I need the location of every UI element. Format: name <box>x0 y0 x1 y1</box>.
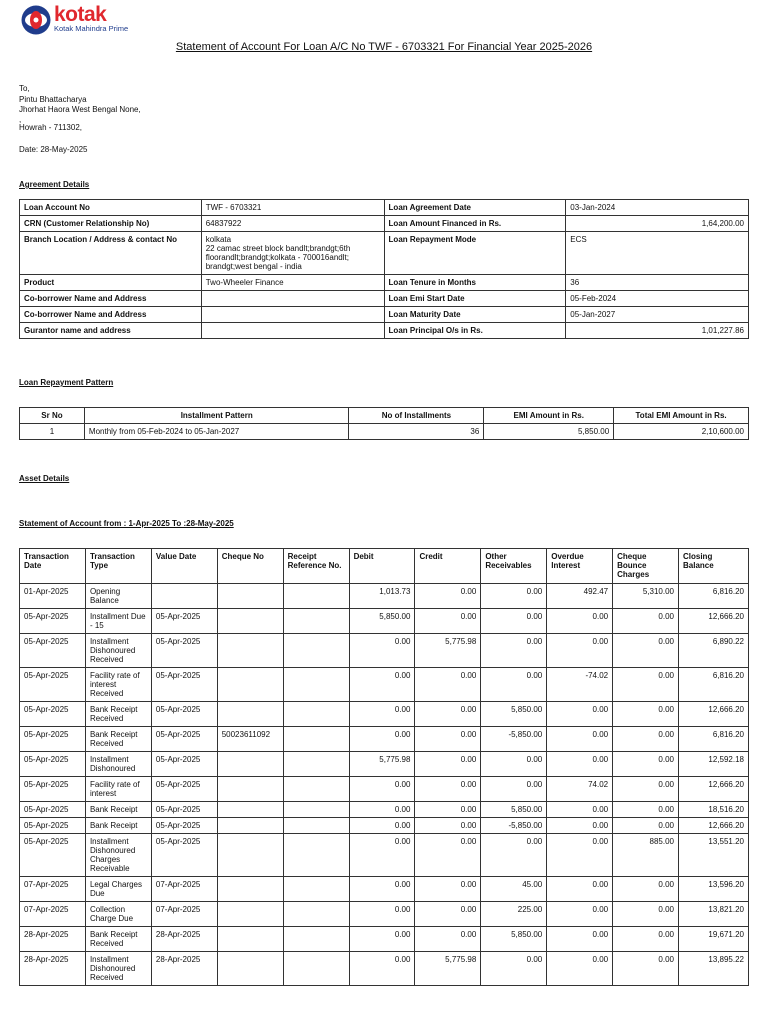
brand-name: kotak <box>54 3 107 26</box>
statement-cell: 05-Apr-2025 <box>151 727 217 752</box>
section-agreement-details: Agreement Details <box>19 180 90 189</box>
statement-cell <box>283 584 349 609</box>
statement-row <box>20 902 749 927</box>
statement-cell <box>283 609 349 634</box>
statement-cell: 0.00 <box>349 877 415 902</box>
repayment-cell: 1 <box>20 424 85 440</box>
statement-cell <box>217 952 283 986</box>
agreement-label: Loan Emi Start Date <box>384 291 566 307</box>
statement-cell: 6,816.20 <box>679 584 749 609</box>
statement-cell: 225.00 <box>481 902 547 927</box>
statement-cell: 0.00 <box>481 584 547 609</box>
statement-header: Credit <box>415 549 481 584</box>
statement-cell: 05-Apr-2025 <box>151 702 217 727</box>
statement-cell: 28-Apr-2025 <box>20 952 86 986</box>
statement-cell: 0.00 <box>613 634 679 668</box>
statement-cell: 0.00 <box>613 727 679 752</box>
statement-cell <box>217 752 283 777</box>
statement-cell: 12,666.20 <box>679 818 749 834</box>
statement-cell: 0.00 <box>547 609 613 634</box>
statement-cell: 12,666.20 <box>679 702 749 727</box>
statement-cell: 0.00 <box>415 752 481 777</box>
agreement-value: 05-Feb-2024 <box>566 291 749 307</box>
statement-cell: Bank Receipt <box>85 818 151 834</box>
statement-cell: 0.00 <box>613 668 679 702</box>
statement-cell <box>283 702 349 727</box>
agreement-row <box>20 232 749 275</box>
statement-table <box>19 548 749 986</box>
statement-cell: 0.00 <box>415 777 481 802</box>
statement-cell: 05-Apr-2025 <box>151 752 217 777</box>
statement-cell: Opening Balance <box>85 584 151 609</box>
agreement-row <box>20 216 749 232</box>
kotak-logo-icon <box>21 5 51 35</box>
statement-cell <box>217 777 283 802</box>
statement-cell: 0.00 <box>349 927 415 952</box>
statement-cell: 05-Apr-2025 <box>20 609 86 634</box>
repayment-cell: Monthly from 05-Feb-2024 to 05-Jan-2027 <box>84 424 349 440</box>
statement-cell: 492.47 <box>547 584 613 609</box>
agreement-value <box>201 291 384 307</box>
statement-cell: 0.00 <box>613 927 679 952</box>
statement-cell: 1,013.73 <box>349 584 415 609</box>
statement-cell: 0.00 <box>481 634 547 668</box>
statement-cell: 0.00 <box>613 818 679 834</box>
agreement-value: kolkata 22 camac street block bandlt;brandgt;6th floorandlt;brandgt;kolkata - 700016andlt; brandgt;west bengal - india <box>201 232 384 275</box>
statement-cell: 0.00 <box>481 834 547 877</box>
statement-cell: 0.00 <box>415 902 481 927</box>
statement-cell: 0.00 <box>547 752 613 777</box>
statement-cell: 0.00 <box>349 668 415 702</box>
statement-cell: 0.00 <box>415 802 481 818</box>
repayment-row <box>20 424 749 440</box>
statement-header: Closing Balance <box>679 549 749 584</box>
statement-cell: 0.00 <box>547 834 613 877</box>
loan-repayment-table <box>19 407 749 440</box>
kotak-logo <box>21 5 128 35</box>
agreement-label: Loan Account No <box>20 200 202 216</box>
statement-cell <box>217 902 283 927</box>
statement-cell: Installment Dishonoured Received <box>85 952 151 986</box>
repayment-header: Sr No <box>20 408 85 424</box>
statement-cell: 6,816.20 <box>679 727 749 752</box>
statement-cell <box>283 952 349 986</box>
statement-cell: 885.00 <box>613 834 679 877</box>
statement-cell: 0.00 <box>415 609 481 634</box>
statement-cell: 05-Apr-2025 <box>20 727 86 752</box>
statement-row <box>20 584 749 609</box>
agreement-row <box>20 291 749 307</box>
statement-cell: 45.00 <box>481 877 547 902</box>
statement-cell: 05-Apr-2025 <box>20 834 86 877</box>
statement-cell: 05-Apr-2025 <box>20 752 86 777</box>
statement-cell: 0.00 <box>415 702 481 727</box>
statement-cell <box>217 668 283 702</box>
statement-cell: 13,821.20 <box>679 902 749 927</box>
agreement-label: Loan Amount Financed in Rs. <box>384 216 566 232</box>
statement-cell: 18,516.20 <box>679 802 749 818</box>
statement-cell: -5,850.00 <box>481 818 547 834</box>
agreement-label: CRN (Customer Relationship No) <box>20 216 202 232</box>
statement-cell: 28-Apr-2025 <box>151 952 217 986</box>
agreement-value: Two-Wheeler Finance <box>201 275 384 291</box>
statement-cell <box>283 752 349 777</box>
statement-cell: 05-Apr-2025 <box>20 818 86 834</box>
statement-row <box>20 702 749 727</box>
statement-cell <box>283 927 349 952</box>
statement-row <box>20 668 749 702</box>
agreement-label: Loan Repayment Mode <box>384 232 566 275</box>
address-line-1: Jhorhat Haora West Bengal None, <box>19 105 141 114</box>
agreement-label: Loan Maturity Date <box>384 307 566 323</box>
statement-cell: 0.00 <box>415 668 481 702</box>
statement-cell: 13,596.20 <box>679 877 749 902</box>
statement-cell: Installment Dishonoured Charges Receivable <box>85 834 151 877</box>
statement-cell: 07-Apr-2025 <box>20 877 86 902</box>
statement-cell: 0.00 <box>415 584 481 609</box>
statement-cell <box>283 802 349 818</box>
statement-row <box>20 752 749 777</box>
statement-row <box>20 727 749 752</box>
statement-cell: 0.00 <box>547 927 613 952</box>
agreement-value <box>201 323 384 339</box>
statement-cell: 0.00 <box>415 877 481 902</box>
statement-row <box>20 834 749 877</box>
section-loan-repayment-pattern: Loan Repayment Pattern <box>19 378 114 387</box>
statement-cell: -5,850.00 <box>481 727 547 752</box>
statement-cell <box>283 727 349 752</box>
statement-cell: 05-Apr-2025 <box>151 609 217 634</box>
statement-cell: Collection Charge Due <box>85 902 151 927</box>
statement-cell: 5,850.00 <box>481 702 547 727</box>
statement-row <box>20 877 749 902</box>
statement-cell: Bank Receipt Received <box>85 727 151 752</box>
statement-cell: 0.00 <box>547 727 613 752</box>
statement-cell: 0.00 <box>349 834 415 877</box>
statement-date: Date: 28-May-2025 <box>19 145 88 154</box>
statement-cell: 07-Apr-2025 <box>151 902 217 927</box>
repayment-header: No of Installments <box>349 408 484 424</box>
statement-cell <box>217 702 283 727</box>
statement-cell: Bank Receipt Received <box>85 927 151 952</box>
statement-header: Transaction Type <box>85 549 151 584</box>
agreement-label: Co-borrower Name and Address <box>20 291 202 307</box>
statement-cell: 0.00 <box>349 702 415 727</box>
recipient-address <box>19 84 141 133</box>
statement-cell: 0.00 <box>415 927 481 952</box>
statement-cell: 05-Apr-2025 <box>151 834 217 877</box>
statement-cell: 0.00 <box>613 952 679 986</box>
statement-cell <box>283 818 349 834</box>
agreement-row <box>20 307 749 323</box>
statement-cell <box>217 634 283 668</box>
statement-cell <box>283 877 349 902</box>
statement-cell: 19,671.20 <box>679 927 749 952</box>
statement-cell: 0.00 <box>613 802 679 818</box>
section-statement-of-account: Statement of Account from : 1-Apr-2025 To :28-May-2025 <box>19 519 234 528</box>
agreement-label: Gurantor name and address <box>20 323 202 339</box>
statement-cell: 0.00 <box>613 609 679 634</box>
statement-cell: 0.00 <box>613 902 679 927</box>
statement-cell: Facility rate of interest <box>85 777 151 802</box>
agreement-row <box>20 323 749 339</box>
agreement-label: Product <box>20 275 202 291</box>
statement-cell: Installment Dishonoured Received <box>85 634 151 668</box>
statement-cell <box>217 927 283 952</box>
statement-cell: 5,850.00 <box>481 927 547 952</box>
statement-cell: 12,592.18 <box>679 752 749 777</box>
statement-cell: Bank Receipt Received <box>85 702 151 727</box>
statement-cell: -74.02 <box>547 668 613 702</box>
statement-cell: 0.00 <box>349 634 415 668</box>
statement-cell: 12,666.20 <box>679 777 749 802</box>
statement-cell: Legal Charges Due <box>85 877 151 902</box>
statement-cell <box>283 634 349 668</box>
statement-cell: 0.00 <box>613 702 679 727</box>
statement-cell: 0.00 <box>481 952 547 986</box>
agreement-value: 64837922 <box>201 216 384 232</box>
agreement-value: 36 <box>566 275 749 291</box>
agreement-value: 05-Jan-2027 <box>566 307 749 323</box>
statement-header: Receipt Reference No. <box>283 549 349 584</box>
repayment-cell: 5,850.00 <box>484 424 614 440</box>
statement-cell: 07-Apr-2025 <box>20 902 86 927</box>
statement-cell: 0.00 <box>547 634 613 668</box>
statement-cell: 6,816.20 <box>679 668 749 702</box>
statement-cell: 0.00 <box>349 727 415 752</box>
statement-row <box>20 952 749 986</box>
statement-cell: 0.00 <box>613 877 679 902</box>
agreement-label: Loan Agreement Date <box>384 200 566 216</box>
statement-cell: Bank Receipt <box>85 802 151 818</box>
statement-cell <box>283 902 349 927</box>
agreement-row <box>20 275 749 291</box>
agreement-value: ECS <box>566 232 749 275</box>
statement-cell: 0.00 <box>547 902 613 927</box>
section-asset-details: Asset Details <box>19 474 70 483</box>
statement-cell <box>217 877 283 902</box>
statement-cell: 0.00 <box>349 802 415 818</box>
agreement-label: Co-borrower Name and Address <box>20 307 202 323</box>
statement-cell: 0.00 <box>481 752 547 777</box>
statement-cell: 05-Apr-2025 <box>151 668 217 702</box>
statement-cell: 01-Apr-2025 <box>20 584 86 609</box>
statement-header: Debit <box>349 549 415 584</box>
statement-row <box>20 802 749 818</box>
statement-cell: 0.00 <box>481 777 547 802</box>
statement-cell: Installment Dishonoured <box>85 752 151 777</box>
statement-cell: 50023611092 <box>217 727 283 752</box>
statement-cell: 0.00 <box>547 818 613 834</box>
statement-cell: 6,890.22 <box>679 634 749 668</box>
agreement-value <box>201 307 384 323</box>
statement-cell: 5,775.98 <box>415 952 481 986</box>
statement-cell: 0.00 <box>349 818 415 834</box>
statement-cell: 13,551.20 <box>679 834 749 877</box>
statement-cell: 05-Apr-2025 <box>20 802 86 818</box>
statement-cell: 0.00 <box>349 777 415 802</box>
statement-cell <box>217 818 283 834</box>
statement-cell: 05-Apr-2025 <box>151 818 217 834</box>
statement-cell: 12,666.20 <box>679 609 749 634</box>
address-line-2: , <box>19 114 22 124</box>
statement-cell: Installment Due - 15 <box>85 609 151 634</box>
statement-cell: 0.00 <box>415 834 481 877</box>
agreement-value: 03-Jan-2024 <box>566 200 749 216</box>
statement-cell: 0.00 <box>481 668 547 702</box>
statement-header: Overdue Interest <box>547 549 613 584</box>
statement-cell: 5,310.00 <box>613 584 679 609</box>
statement-header: Value Date <box>151 549 217 584</box>
repayment-cell: 2,10,600.00 <box>614 424 749 440</box>
statement-cell: 05-Apr-2025 <box>151 777 217 802</box>
agreement-row <box>20 200 749 216</box>
statement-header: Transaction Date <box>20 549 86 584</box>
statement-cell: 74.02 <box>547 777 613 802</box>
statement-header: Other Receivables <box>481 549 547 584</box>
statement-cell: 0.00 <box>613 752 679 777</box>
statement-cell <box>283 834 349 877</box>
agreement-label: Loan Tenure in Months <box>384 275 566 291</box>
statement-cell: 05-Apr-2025 <box>20 702 86 727</box>
agreement-value: 1,01,227.86 <box>566 323 749 339</box>
statement-cell <box>217 584 283 609</box>
statement-cell: 0.00 <box>547 702 613 727</box>
agreement-value: TWF - 6703321 <box>201 200 384 216</box>
address-to: To, <box>19 84 30 93</box>
statement-cell: 5,850.00 <box>481 802 547 818</box>
agreement-value: 1,64,200.00 <box>566 216 749 232</box>
statement-cell: 05-Apr-2025 <box>151 802 217 818</box>
statement-cell: 0.00 <box>613 777 679 802</box>
repayment-header: EMI Amount in Rs. <box>484 408 614 424</box>
statement-cell <box>217 834 283 877</box>
address-line-3: Howrah - 711302, <box>19 122 82 132</box>
statement-cell: 13,895.22 <box>679 952 749 986</box>
agreement-details-table <box>19 199 749 339</box>
statement-cell <box>283 777 349 802</box>
repayment-header: Total EMI Amount in Rs. <box>614 408 749 424</box>
agreement-label: Loan Principal O/s in Rs. <box>384 323 566 339</box>
statement-cell: 05-Apr-2025 <box>151 634 217 668</box>
statement-cell: 5,775.98 <box>349 752 415 777</box>
statement-cell: 0.00 <box>547 802 613 818</box>
statement-cell <box>151 584 217 609</box>
statement-cell: 5,775.98 <box>415 634 481 668</box>
statement-cell: 28-Apr-2025 <box>20 927 86 952</box>
statement-header: Cheque Bounce Charges <box>613 549 679 584</box>
statement-cell: 05-Apr-2025 <box>20 777 86 802</box>
statement-row <box>20 927 749 952</box>
statement-cell: 28-Apr-2025 <box>151 927 217 952</box>
statement-cell: 0.00 <box>547 877 613 902</box>
repayment-cell: 36 <box>349 424 484 440</box>
statement-header: Cheque No <box>217 549 283 584</box>
statement-cell <box>217 609 283 634</box>
agreement-label: Branch Location / Address & contact No <box>20 232 202 275</box>
page-title: Statement of Account For Loan A/C No TWF - 6703321 For Financial Year 2025-2026 <box>175 41 593 53</box>
statement-cell: 0.00 <box>415 727 481 752</box>
statement-cell <box>217 802 283 818</box>
statement-row <box>20 634 749 668</box>
brand-subtitle: Kotak Mahindra Prime <box>54 24 129 33</box>
statement-cell: 0.00 <box>547 952 613 986</box>
statement-cell <box>283 668 349 702</box>
statement-cell: 07-Apr-2025 <box>151 877 217 902</box>
statement-cell: 05-Apr-2025 <box>20 668 86 702</box>
statement-row <box>20 609 749 634</box>
statement-cell: 0.00 <box>349 952 415 986</box>
statement-cell: 0.00 <box>481 609 547 634</box>
statement-row <box>20 818 749 834</box>
statement-cell: 05-Apr-2025 <box>20 634 86 668</box>
statement-cell: Facility rate of interest Received <box>85 668 151 702</box>
statement-cell: 0.00 <box>349 902 415 927</box>
repayment-header: Installment Pattern <box>84 408 349 424</box>
statement-row <box>20 777 749 802</box>
statement-cell: 5,850.00 <box>349 609 415 634</box>
statement-cell: 0.00 <box>415 818 481 834</box>
recipient-name: Pintu Bhattacharya <box>19 94 87 104</box>
